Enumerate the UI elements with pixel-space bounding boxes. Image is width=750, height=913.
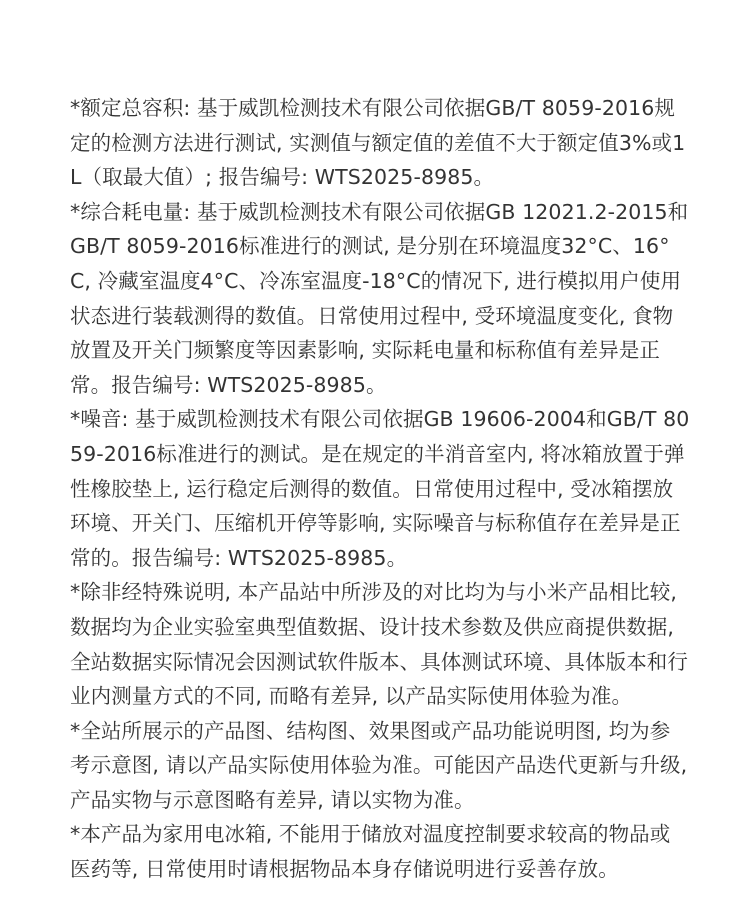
disclaimer-household-use: *本产品为家用电冰箱, 不能用于储放对温度控制要求较高的物品或医药等, 日常使用时请根据物品本身存储说明进行妥善存放。 — [70, 822, 671, 882]
disclaimer-rated-volume: *额定总容积: 基于威凯检测技术有限公司依据GB/T 8059-2016规定的检测方法进行测试, 实测值与额定值的差值不大于额定值3%或1L（取最大值）; 报告编号: WTS2025-8985。 — [70, 96, 686, 190]
disclaimer-product-images: *全站所展示的产品图、结构图、效果图或产品功能说明图, 均为参考示意图, 请以产品实际使用体验为准。可能因产品迭代更新与升级, 产品实物与示意图略有差异, 请以实物为准。 — [70, 718, 688, 812]
disclaimer-power-consumption: *综合耗电量: 基于威凯检测技术有限公司依据GB 12021.2-2015和GB/T 8059-2016标准进行的测试, 是分别在环境温度32°C、16°C, 冷藏室温度4°C、冷冻室温度-18°C的情况下, 进行模拟用户使用状态进行装载测得的数值。日常使用过程中, 受环境温度变化, 食物放置及开关门频繁度等因素影响, 实际耗电量和标称值有差异是正常。报告编号: WTS2025-8985。 — [70, 199, 689, 397]
disclaimer-comparison-data: *除非经特殊说明, 本产品站中所涉及的对比均为与小米产品相比较, 数据均为企业实验室典型值数据、设计技术参数及供应商提供数据, 全站数据实际情况会因测试软件版本、具体测试环境、具体版本和行业内测量方式的不同, 而略有差异, 以产品实际使用体验为准。 — [70, 580, 688, 709]
disclaimer-list — [70, 91, 690, 887]
disclaimer-noise: *噪音: 基于威凯检测技术有限公司依据GB 19606-2004和GB/T 8059-2016标准进行的测试。是在规定的半消音室内, 将冰箱放置于弹性橡胶垫上, 运行稳定后测得的数值。日常使用过程中, 受冰箱摆放环境、开关门、压缩机开停等影响, 实际噪音与标称值存在差异是正常的。报告编号: WTS2025-8985。 — [70, 407, 690, 570]
